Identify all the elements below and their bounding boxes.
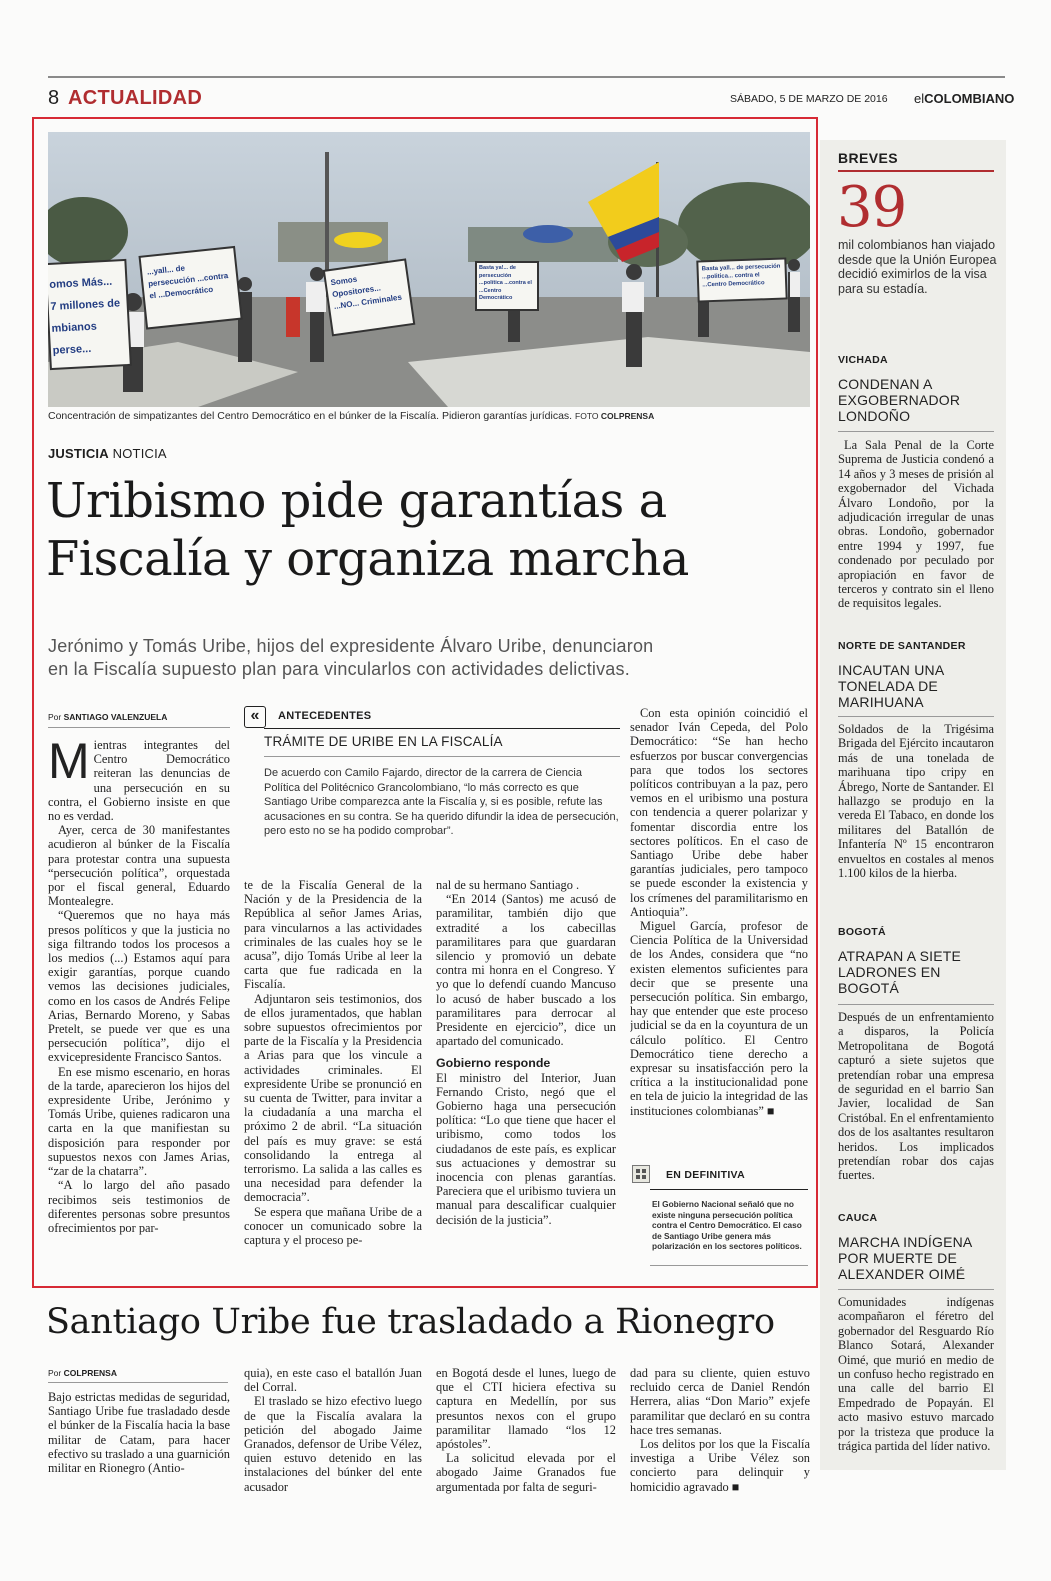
photo-credit [575, 411, 654, 421]
brand-logo [914, 91, 1014, 106]
article2-col-4 [630, 1366, 810, 1500]
photo-caption [48, 410, 810, 422]
section-name: ACTUALIDAD [68, 87, 203, 109]
headline-line: Uribismo pide garantías a [46, 473, 667, 529]
credit-prefix: FOTO [575, 411, 599, 421]
byline-rule [48, 727, 230, 728]
breves-item-section: CAUCA [838, 1212, 878, 1224]
definitiva-box [630, 1163, 808, 1273]
paragraph: El traslado se hizo efectivo luego de que la Fiscalía avalara la petición del abogado Jaime Granados, defensor de Uribe Vélez, quien estuvo detenido en las instalaciones del búnker del ente acusador [244, 1394, 422, 1494]
definitiva-text: El Gobierno Nacional señaló que no existe ninguna persecución política contra el Centro Democrático. El caso de Santiago Uribe genera más polarización en los sectores políticos. [652, 1199, 802, 1252]
paragraph: ientras integrantes del Centro Democrático reiteran las denuncias de una persecución en su contra, el Gobierno insiste en que no es verdad. [48, 738, 230, 824]
caption-text: Concentración de simpatizantes del Centro Democrático en el búnker de la Fiscalía. Pidieron garantías jurídicas. [48, 410, 573, 422]
definitiva-label: EN DEFINITIVA [666, 1169, 745, 1181]
lead-line: Jerónimo y Tomás Uribe, hijos del expresidente Álvaro Uribe, denunciaron [48, 636, 654, 656]
article-col-3 [436, 878, 616, 1268]
breves-item-text: Comunidades indígenas acompañaron el féretro del gobernador del Resguardo Río Blanco Sotará, Alexander Oimé, que murió en medio de un confuso hecho registrado en una calle del barrio El Empedrado de Popayán. El acto masivo estuvo marcado por la tristeza que produce la trágica partida del líder nativo. [838, 1295, 994, 1454]
subhead: Gobierno responde [436, 1056, 551, 1071]
paragraph: Adjuntaron seis testimonios, dos de ellos juramentados, que hablan sobre supuestos ofrecimientos por parte de la Fiscalía y la Presidencia a Arias para que los vincule a actividades criminales. El expresidente Uribe se pronunció en su cuenta de Twitter, para invitar a la ciudadanía a una marcha el próximo 2 de abril. “La situación del país es muy grave: se está consolidando la entrega al terrorismo. La salida a las calles es una necesidad para defender la democracia”. [244, 991, 422, 1205]
antecedentes-rule [264, 728, 620, 729]
breves-item-text: Soldados de la Trigésima Brigada del Ejército incautaron más de una tonelada de marihuana tipo cripy en Ábrego, Norte de Santander. El hallazgo se produjo en la vereda El Tabaco, en donde los militares del Batallón de Infantería Nº 15 encontraron envueltos en costales al menos 1.100 kilos de la hierba. [838, 722, 994, 881]
article-photo [48, 132, 810, 407]
paragraph: quia), en este caso el batallón Juan del Corral. [244, 1366, 422, 1395]
article-col-4 [630, 706, 808, 1146]
paragraph: te de la Fiscalía General de la Nación y de la Presidencia de la República al señor James Arias, para vincularnos a las actividades criminales de las cuales hoy se le acusa”, dijo Tomás Uribe al leer la carta que fue radicada en la Fiscalía. [244, 878, 422, 992]
photo-sign-3: Somos Opositores... ...NO... Criminales [329, 274, 403, 311]
sign-line: omos Más... [49, 275, 113, 291]
breves-item-text: Después de un enfrentamiento a disparos, la Policía Metropolitana de Bogotá capturó a siete sujetos que pretendían robar una empresa de seguridad en el barrio San Javier, localidad de San Cristóbal. En el enfrentamiento dos de los asaltantes resultaron heridos. Los implicados pretendían robar dos cajas fuertes. [838, 1010, 994, 1183]
breves-item-title: ATRAPAN A SIETE LADRONES EN BOGOTÁ [838, 948, 962, 996]
breves-item-title: CONDENAN A EXGOBERNADOR LONDOÑO [838, 376, 961, 424]
byline-name: SANTIAGO VALENZUELA [63, 712, 168, 722]
breves-item-section: BOGOTÁ [838, 926, 886, 938]
paragraph: “Queremos que no haya más presos políticos y que la justicia no siga filtrando todos los procesos a los medios (...) Estamos aquí para exigir garantías, porque cuando vemos las decisiones judiciales, como en los casos de Andrés Felipe Arias, Bernardo Moreno, y Sabas Pretelt, se puede ver que es una persecución política”, dijo el exvicepresidente Francisco Santos. [48, 908, 230, 1065]
article2-col-3 [436, 1366, 616, 1500]
paragraph: “En 2014 (Santos) me acusó de paramilitar, también dijo que extradité a los cabecillas paramilitares para que guardaran silencio y promovió un debate contra mi honra en el Congreso. Y yo que lo defendí cuando Mancuso lo acusó de haber buscado a los paramilitares para derrocar al Presidente en ejercicio”, dice un apartado del comunicado. [436, 892, 616, 1049]
header-date: SÁBADO, 5 DE MARZO DE 2016 [730, 93, 888, 105]
definitiva-rule [650, 1189, 808, 1190]
article-kicker [48, 446, 167, 461]
article2-byline [48, 1368, 117, 1378]
breves-stat-number: 39 [837, 175, 907, 240]
photo-sign-1 [49, 270, 128, 362]
kicker-section: JUSTICIA [48, 446, 109, 461]
article-col-1 [48, 738, 230, 1268]
photo-sign-4: Basta ya!... de persecución ...política ...contra el ...Centro Democrático [479, 265, 532, 301]
photo-sign-2: ...yall... de persecución ...contra el ...Democrático [146, 263, 229, 301]
paragraph: Miguel García, profesor de Ciencia Política de la Universidad de los Andes, considera que “no existen elementos suficientes para decir que se presente una persecución política. Sin embargo, hay que entender que este proceso judicial se da en la coyuntura de un cálculo político. El Centro Democrático tiene derecho a expresar su insatisfacción pero la crítica a la institucionalidad pone en tela de juicio la integridad de las instituciones colombianas” ■ [630, 919, 808, 1118]
byline-prefix: Por [48, 1368, 62, 1378]
chevron-left-icon: « [244, 706, 266, 728]
breves-item-section: NORTE DE SANTANDER [838, 640, 966, 652]
antecedentes-label: ANTECEDENTES [278, 710, 372, 722]
paragraph: En ese mismo escenario, en horas de la tarde, aparecieron los hijos del expresidente Uribe, Jerónimo y Tomás Uribe, quienes radicaron una carta en la que manifiestan su disposición para responder por supuestos nexos con James Arias, “zar de la chatarra”. [48, 1064, 230, 1179]
article2-col-1 [48, 1390, 230, 1500]
page-number: 8 [48, 87, 60, 109]
paragraph: El ministro del Interior, Juan Fernando Cristo, negó que el Gobierno haga una persecución política: “Lo que tiene que hacer el uribismo, como todos los ciudadanos de este país, es explicar sus actuaciones y demostrar su inocencia con plenas garantías. Pareciera que el uribismo tuviera un manual para descalificar cualquier decisión de la justicia”. [436, 1070, 616, 1227]
paragraph: nal de su hermano Santiago . [436, 878, 580, 892]
breves-item-section: VICHADA [838, 354, 888, 366]
breves-item-title: INCAUTAN UNA TONELADA DE MARIHUANA [838, 662, 944, 710]
paragraph: “A lo largo del año pasado recibimos seis testimonios de diferentes personas sobre presuntos ofrecimientos por par- [48, 1178, 230, 1235]
breves-item-text: La Sala Penal de la Corte Suprema de Justicia condenó a 14 años y 3 meses de prisión al exgobernador del Vichada Álvaro Londoño, por la adjudicación irregular de unas obras. Londoño, gobernador entre 1994 y 1997, fue condenado por peculado por apropiación en favor de terceros y contrato sin el lleno de requisitos legales. [838, 438, 994, 611]
antecedentes-text: De acuerdo con Camilo Fajardo, director de la carrera de Ciencia Política del Politécnico Grancolombiano, “lo más correcto es que Santiago Uribe comparezca ante la Fiscalía y, si es posible, refute las acusaciones en su contra. Se ha querido difundir la idea de persecución, pero esto no se ha podido comprobar”. [264, 767, 619, 838]
antecedentes-title: TRÁMITE DE URIBE EN LA FISCALÍA [264, 734, 503, 749]
breves-item-title: MARCHA INDÍGENA POR MUERTE DE ALEXANDER OIMÉ [838, 1234, 972, 1282]
paragraph: Ayer, cerca de 30 manifestantes acudieron al búnker de la Fiscalía para protestar contra una supuesta “persecución política”, orquestada por el fiscal general, Eduardo Montealegre. [48, 823, 230, 909]
paragraph: en Bogotá desde el lunes, luego de que el CTI hiciera efectiva su captura en Medellín, por sus presuntos nexos con el grupo paramilitar llamado “los 12 apóstoles”. [436, 1366, 616, 1452]
antecedentes-box [244, 706, 620, 856]
article-headline [46, 472, 816, 588]
article2-headline: Santiago Uribe fue trasladado a Rionegro [46, 1302, 775, 1342]
sign-line: 7 millones de [50, 297, 121, 313]
article-byline [48, 712, 167, 722]
article-lead [48, 635, 818, 681]
breves-item-rule [838, 431, 994, 432]
paragraph: Se espera que mañana Uribe de a conocer un comunicado sobre la captura y el proceso pe- [244, 1204, 422, 1248]
credit-name: COLPRENSA [600, 411, 655, 421]
breves-stat-text: mil colombianos han viajado desde que la Unión Europea decidió eximirlos de la visa para su estadía. [838, 238, 997, 296]
article-col-2 [244, 878, 422, 1268]
breves-title: BREVES [838, 150, 898, 166]
brand-name: COLOMBIANO [924, 91, 1015, 106]
kicker-type: NOTICIA [112, 446, 167, 461]
photo-sign-5: Basta yall... de persecución ...politica... contra el ...Centro Democrático [701, 263, 781, 289]
dropcap: M [48, 738, 90, 789]
article2-col-2 [244, 1366, 422, 1500]
antecedentes-rule-2 [264, 756, 620, 757]
definitiva-icon [632, 1165, 650, 1183]
breves-title-rule [838, 170, 994, 172]
page-header [48, 85, 1015, 111]
paragraph: Bajo estrictas medidas de seguridad, Santiago Uribe fue trasladado desde el búnker de la Fiscalía hacia la base militar de Catam, para hacer efectivo su traslado a una guarnición militar en Rionegro (Antio- [48, 1390, 230, 1476]
byline-name: COLPRENSA [63, 1368, 117, 1378]
lead-line: en la Fiscalía supuesto plan para vincularlos con actividades delictivas. [48, 659, 630, 679]
paragraph: Los delitos por los que la Fiscalía investiga a Uribe Vélez son concierto para delinquir y homicidio agravado ■ [630, 1437, 810, 1494]
brand-el: el [914, 91, 925, 106]
paragraph: Con esta opinión coincidió el senador Iván Cepeda, del Polo Democrático: “Se han hecho esfuerzos por buscar convergencias para que todos los sectores políticos contribuyan a la paz, pero vemos en el uribismo una postura con tendencia a querer polarizar y fomentar discordia entre los sectores políticos. En el caso de Santiago Uribe debe haber garantías judiciales, pero tampoco se puede esconder la existencia y los crímenes del paramilitarismo en Antioquia”. [630, 706, 808, 919]
byline-prefix: Por [48, 712, 62, 722]
paragraph: dad para su cliente, quien estuvo recluido cerca de Daniel Rendón Herrera, alias “Don Mario” exjefe paramilitar que declaró en su contra hace tres semanas. [630, 1366, 810, 1437]
sign-line: mbianos perse... [51, 320, 98, 357]
definitiva-bottom-rule [650, 1265, 808, 1266]
breves-item-rule [838, 716, 994, 717]
breves-item-rule [838, 1004, 994, 1005]
byline-rule [48, 1382, 228, 1383]
breves-item-rule [838, 1289, 994, 1290]
paragraph: La solicitud elevada por el abogado Jaime Granados fue argumentada por falta de seguri- [436, 1451, 616, 1494]
header-rule [48, 76, 1005, 78]
headline-line: Fiscalía y organiza marcha [46, 531, 689, 587]
